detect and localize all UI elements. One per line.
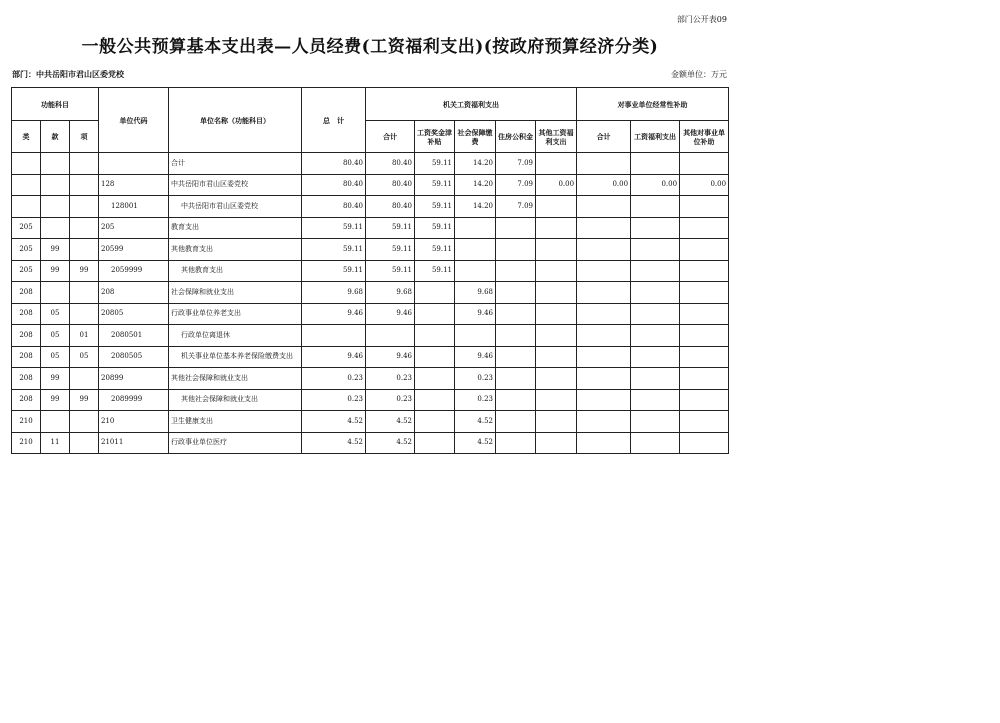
table-row [12, 153, 729, 175]
cell-unit-name: 行政单位离退休 [169, 325, 302, 347]
cell-sub-salary [631, 303, 680, 325]
cell-org-other [536, 432, 577, 454]
header-org-social: 社会保障缴费 [455, 121, 496, 153]
cell-org-sum: 59.11 [366, 217, 415, 239]
cell-org-salary: 59.11 [415, 174, 455, 196]
header-unit-name: 单位名称（功能科目） [169, 88, 302, 153]
cell-sub-salary [631, 282, 680, 304]
table-row [12, 303, 729, 325]
cell-org-social [455, 239, 496, 261]
cell-lei: 208 [12, 346, 41, 368]
cell-org-salary [415, 368, 455, 390]
cell-org-salary [415, 303, 455, 325]
header-total: 总 计 [302, 88, 366, 153]
cell-sub-sum: 0.00 [577, 174, 631, 196]
cell-sub-other [680, 411, 729, 433]
table-row [12, 239, 729, 261]
cell-org-social: 9.46 [455, 346, 496, 368]
cell-org-salary: 59.11 [415, 260, 455, 282]
cell-org-social: 4.52 [455, 411, 496, 433]
cell-org-social [455, 325, 496, 347]
cell-unit-code: 20599 [99, 239, 169, 261]
cell-org-sum: 0.23 [366, 368, 415, 390]
cell-unit-name: 中共岳阳市君山区委党校 [169, 196, 302, 218]
cell-sub-other [680, 196, 729, 218]
cell-org-salary: 59.11 [415, 217, 455, 239]
cell-org-salary [415, 411, 455, 433]
cell-sub-salary [631, 346, 680, 368]
cell-xiang [70, 282, 99, 304]
cell-unit-code: 2059999 [99, 260, 169, 282]
cell-sub-salary [631, 411, 680, 433]
cell-unit-name: 行政事业单位医疗 [169, 432, 302, 454]
cell-lei: 210 [12, 432, 41, 454]
cell-unit-code: 20899 [99, 368, 169, 390]
cell-org-housing [496, 368, 536, 390]
cell-sub-other [680, 303, 729, 325]
header-xiang: 项 [70, 121, 99, 153]
cell-total: 0.23 [302, 368, 366, 390]
cell-total: 80.40 [302, 153, 366, 175]
cell-sub-salary [631, 368, 680, 390]
cell-total: 80.40 [302, 174, 366, 196]
cell-xiang: 05 [70, 346, 99, 368]
cell-lei: 210 [12, 411, 41, 433]
cell-org-housing [496, 217, 536, 239]
cell-unit-code: 205 [99, 217, 169, 239]
table-row [12, 389, 729, 411]
table-row [12, 217, 729, 239]
cell-sub-sum [577, 260, 631, 282]
cell-sub-salary [631, 239, 680, 261]
cell-org-other [536, 239, 577, 261]
cell-org-housing [496, 325, 536, 347]
cell-org-other [536, 346, 577, 368]
cell-org-other [536, 196, 577, 218]
cell-org-social [455, 217, 496, 239]
header-sub-sum: 合计 [577, 121, 631, 153]
cell-kuan [41, 217, 70, 239]
cell-org-sum: 4.52 [366, 432, 415, 454]
cell-xiang: 01 [70, 325, 99, 347]
cell-xiang [70, 196, 99, 218]
cell-sub-other [680, 217, 729, 239]
cell-sub-sum [577, 325, 631, 347]
cell-total: 4.52 [302, 411, 366, 433]
cell-org-sum: 9.46 [366, 346, 415, 368]
table-row [12, 196, 729, 218]
cell-org-housing: 7.09 [496, 174, 536, 196]
cell-org-salary [415, 325, 455, 347]
cell-unit-name: 其他教育支出 [169, 239, 302, 261]
cell-org-salary [415, 346, 455, 368]
cell-sub-salary [631, 432, 680, 454]
cell-unit-code [99, 153, 169, 175]
cell-org-other [536, 217, 577, 239]
cell-sub-sum [577, 239, 631, 261]
cell-sub-other [680, 389, 729, 411]
cell-total [302, 325, 366, 347]
cell-org-housing: 7.09 [496, 153, 536, 175]
table-row [12, 346, 729, 368]
cell-unit-code: 210 [99, 411, 169, 433]
cell-total: 80.40 [302, 196, 366, 218]
cell-sub-sum [577, 389, 631, 411]
budget-table [11, 87, 729, 454]
cell-xiang [70, 153, 99, 175]
cell-unit-code: 2080501 [99, 325, 169, 347]
cell-unit-name: 其他社会保障和就业支出 [169, 389, 302, 411]
cell-sub-sum [577, 196, 631, 218]
cell-sub-salary [631, 153, 680, 175]
cell-unit-code: 2080505 [99, 346, 169, 368]
cell-sub-salary [631, 217, 680, 239]
cell-org-housing [496, 432, 536, 454]
header-org-housing: 住房公积金 [496, 121, 536, 153]
cell-xiang [70, 217, 99, 239]
header-func-subject: 功能科目 [12, 88, 99, 121]
cell-org-salary [415, 432, 455, 454]
cell-sub-other [680, 282, 729, 304]
department-label: 部门：中共岳阳市君山区委党校 [12, 69, 124, 79]
cell-org-sum: 9.46 [366, 303, 415, 325]
cell-org-sum: 80.40 [366, 196, 415, 218]
cell-lei: 208 [12, 325, 41, 347]
cell-kuan [41, 196, 70, 218]
cell-total: 4.52 [302, 432, 366, 454]
table-row [12, 174, 729, 196]
cell-org-other [536, 368, 577, 390]
cell-lei [12, 196, 41, 218]
cell-org-other [536, 389, 577, 411]
cell-total: 9.46 [302, 346, 366, 368]
cell-org-sum: 80.40 [366, 174, 415, 196]
cell-unit-code: 128 [99, 174, 169, 196]
cell-sub-other [680, 368, 729, 390]
cell-org-sum: 80.40 [366, 153, 415, 175]
cell-lei: 205 [12, 239, 41, 261]
header-org-other: 其他工资福利支出 [536, 121, 577, 153]
cell-sub-other: 0.00 [680, 174, 729, 196]
cell-sub-sum [577, 217, 631, 239]
cell-lei: 208 [12, 368, 41, 390]
cell-kuan: 05 [41, 303, 70, 325]
cell-sub-other [680, 239, 729, 261]
table-row [12, 432, 729, 454]
table-row [12, 282, 729, 304]
cell-lei: 208 [12, 282, 41, 304]
cell-total: 9.68 [302, 282, 366, 304]
cell-sub-other [680, 346, 729, 368]
cell-unit-name: 行政事业单位养老支出 [169, 303, 302, 325]
cell-unit-code: 20805 [99, 303, 169, 325]
cell-org-other [536, 411, 577, 433]
cell-kuan: 99 [41, 239, 70, 261]
cell-xiang [70, 174, 99, 196]
cell-xiang [70, 432, 99, 454]
cell-org-social [455, 260, 496, 282]
cell-org-housing: 7.09 [496, 196, 536, 218]
table-row [12, 260, 729, 282]
cell-unit-name: 中共岳阳市君山区委党校 [169, 174, 302, 196]
cell-sub-salary [631, 325, 680, 347]
cell-xiang [70, 411, 99, 433]
cell-lei: 205 [12, 217, 41, 239]
cell-org-salary [415, 389, 455, 411]
cell-kuan [41, 174, 70, 196]
cell-org-salary [415, 282, 455, 304]
cell-org-sum: 59.11 [366, 239, 415, 261]
cell-total: 0.23 [302, 389, 366, 411]
cell-sub-other [680, 325, 729, 347]
header-unit-code: 单位代码 [99, 88, 169, 153]
cell-org-housing [496, 411, 536, 433]
header-sub-salary: 工资福利支出 [631, 121, 680, 153]
page-title: 一般公共预算基本支出表—人员经费(工资福利支出)(按政府预算经济分类) [81, 37, 659, 57]
cell-sub-sum [577, 368, 631, 390]
cell-unit-code: 21011 [99, 432, 169, 454]
cell-org-social: 9.46 [455, 303, 496, 325]
cell-org-social: 14.20 [455, 153, 496, 175]
cell-unit-name: 合计 [169, 153, 302, 175]
cell-xiang [70, 303, 99, 325]
cell-org-housing [496, 389, 536, 411]
cell-unit-code: 208 [99, 282, 169, 304]
cell-org-social: 0.23 [455, 389, 496, 411]
cell-org-social: 14.20 [455, 174, 496, 196]
cell-unit-name: 机关事业单位基本养老保险缴费支出 [169, 346, 302, 368]
cell-sub-other [680, 432, 729, 454]
header-subsidy-group: 对事业单位经常性补助 [577, 88, 729, 121]
cell-kuan: 99 [41, 389, 70, 411]
cell-org-other: 0.00 [536, 174, 577, 196]
cell-sub-other [680, 260, 729, 282]
table-row [12, 325, 729, 347]
cell-org-social: 14.20 [455, 196, 496, 218]
cell-kuan [41, 282, 70, 304]
cell-unit-name: 教育支出 [169, 217, 302, 239]
cell-org-social: 0.23 [455, 368, 496, 390]
table-row [12, 368, 729, 390]
cell-unit-name: 其他教育支出 [169, 260, 302, 282]
cell-org-housing [496, 260, 536, 282]
cell-lei [12, 153, 41, 175]
cell-org-social: 9.68 [455, 282, 496, 304]
cell-sub-salary [631, 196, 680, 218]
cell-org-salary: 59.11 [415, 239, 455, 261]
header-kuan: 款 [41, 121, 70, 153]
cell-kuan: 11 [41, 432, 70, 454]
cell-unit-name: 其他社会保障和就业支出 [169, 368, 302, 390]
cell-org-other [536, 282, 577, 304]
cell-xiang [70, 368, 99, 390]
cell-sub-salary [631, 260, 680, 282]
cell-kuan [41, 411, 70, 433]
amount-unit-label: 金额单位：万元 [671, 70, 727, 79]
cell-org-housing [496, 303, 536, 325]
cell-sub-sum [577, 282, 631, 304]
cell-lei: 208 [12, 303, 41, 325]
header-sub-other: 其他对事业单位补助 [680, 121, 729, 153]
cell-org-housing [496, 346, 536, 368]
cell-org-sum: 4.52 [366, 411, 415, 433]
cell-org-sum [366, 325, 415, 347]
table-row [12, 411, 729, 433]
cell-total: 59.11 [302, 260, 366, 282]
cell-org-other [536, 325, 577, 347]
cell-org-sum: 9.68 [366, 282, 415, 304]
cell-kuan: 99 [41, 368, 70, 390]
cell-lei [12, 174, 41, 196]
cell-org-sum: 0.23 [366, 389, 415, 411]
header-org-group: 机关工资福利支出 [366, 88, 577, 121]
cell-kuan: 99 [41, 260, 70, 282]
cell-lei: 205 [12, 260, 41, 282]
cell-org-housing [496, 239, 536, 261]
cell-org-other [536, 260, 577, 282]
cell-org-social: 4.52 [455, 432, 496, 454]
cell-kuan: 05 [41, 346, 70, 368]
cell-xiang [70, 239, 99, 261]
cell-unit-name: 社会保障和就业支出 [169, 282, 302, 304]
cell-org-other [536, 153, 577, 175]
cell-kuan [41, 153, 70, 175]
cell-total: 9.46 [302, 303, 366, 325]
cell-total: 59.11 [302, 239, 366, 261]
cell-xiang: 99 [70, 260, 99, 282]
cell-org-other [536, 303, 577, 325]
cell-org-housing [496, 282, 536, 304]
header-org-sum: 合计 [366, 121, 415, 153]
header-org-salary: 工资奖金津补贴 [415, 121, 455, 153]
header-lei: 类 [12, 121, 41, 153]
cell-sub-sum [577, 432, 631, 454]
cell-sub-other [680, 153, 729, 175]
cell-kuan: 05 [41, 325, 70, 347]
cell-xiang: 99 [70, 389, 99, 411]
cell-sub-sum [577, 153, 631, 175]
cell-unit-name: 卫生健康支出 [169, 411, 302, 433]
cell-lei: 208 [12, 389, 41, 411]
cell-org-salary: 59.11 [415, 196, 455, 218]
cell-total: 59.11 [302, 217, 366, 239]
cell-sub-sum [577, 346, 631, 368]
cell-sub-salary [631, 389, 680, 411]
cell-sub-sum [577, 411, 631, 433]
cell-unit-code: 128001 [99, 196, 169, 218]
cell-unit-code: 2089999 [99, 389, 169, 411]
table-body [12, 153, 729, 454]
cell-org-salary: 59.11 [415, 153, 455, 175]
cell-sub-salary: 0.00 [631, 174, 680, 196]
cell-org-sum: 59.11 [366, 260, 415, 282]
cell-sub-sum [577, 303, 631, 325]
form-number: 部门公开表09 [676, 15, 727, 24]
